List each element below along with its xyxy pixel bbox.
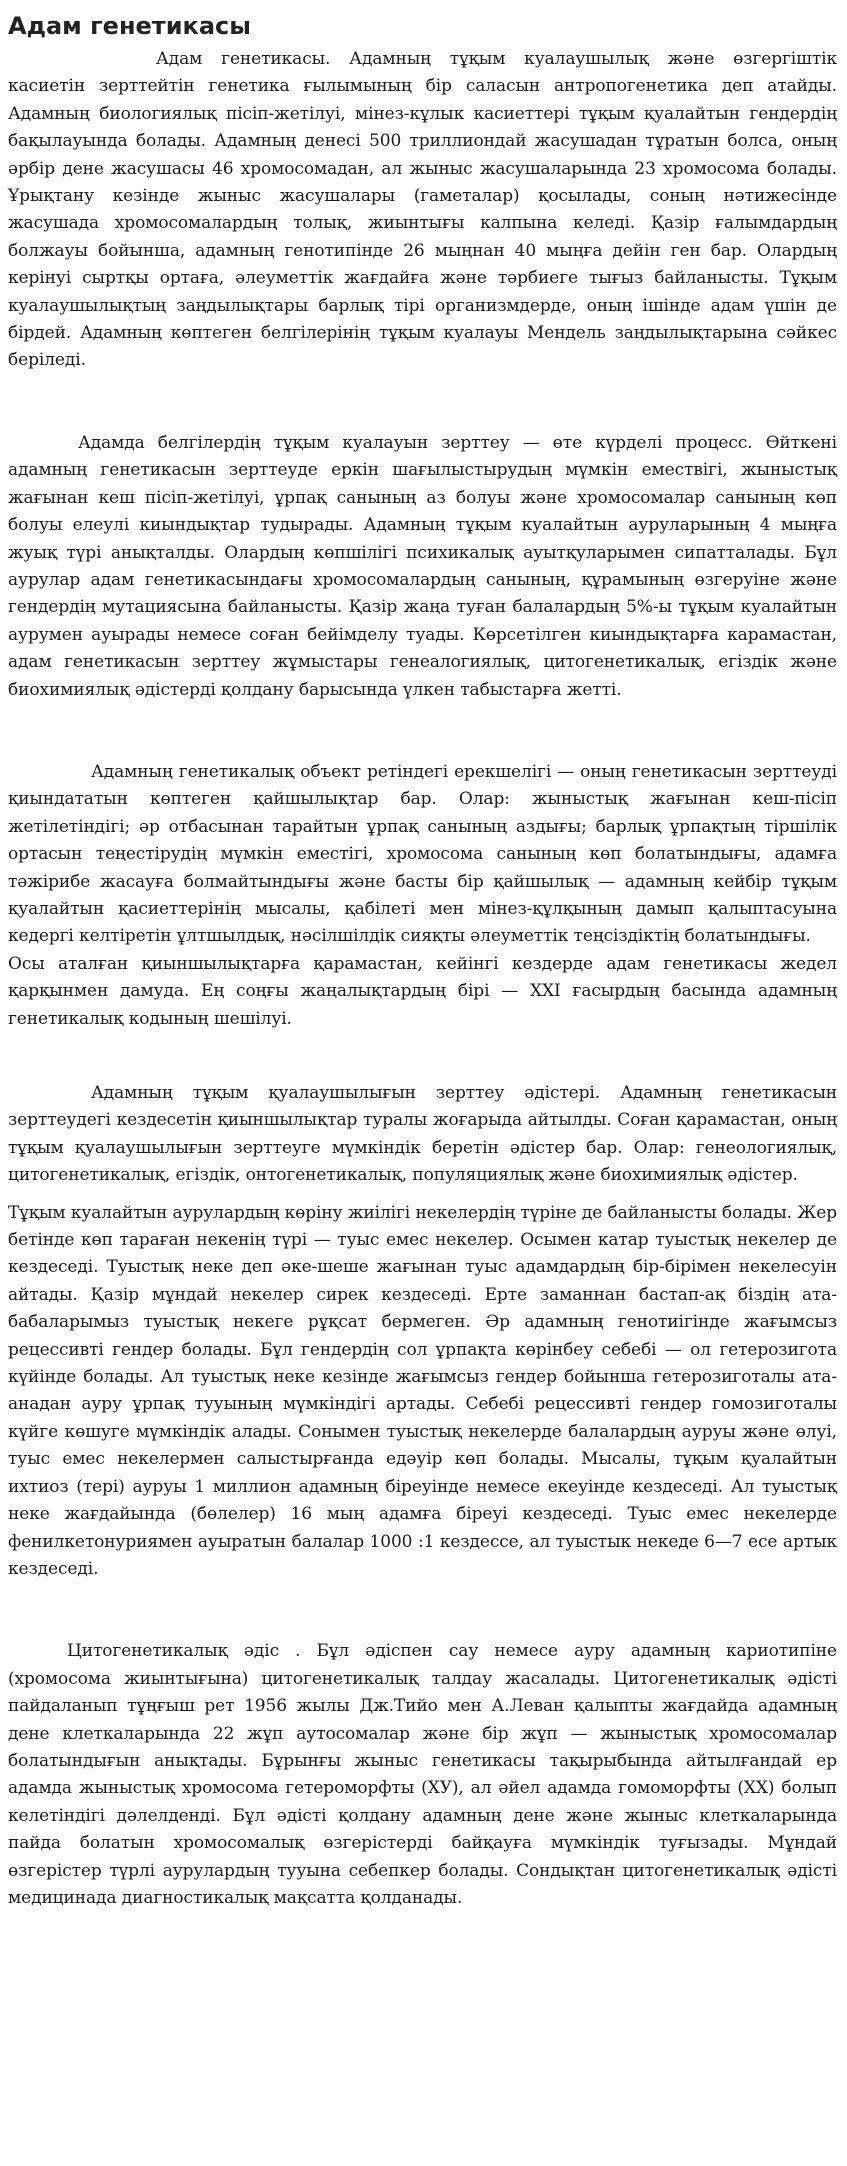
paragraph-research-difficulty: Адамда белгілердің тұқым куалауын зерттеу — өте күрделі процесс. Өйткені адамның генетикасын зерттеуде еркін шағылыстырудың мүмкін емествігі, жыныстық жағынан кеш пісіп-жетілуі, ұрпақ санының аз болуы және хромосомалар санының көп болуы елеулі киындықтар тудырады. Адамның тұқым куалайтын ауруларының 4 мыңға жуық түрі анықталды. Олардың көпшілігі психикалық ауытқуларымен сипатталады. Бұл аурулар адам генетикасындағы хромосомалардың санының, құрамының өзгеруіне және гендердің мутациясына байланысты. Қазір жаңа туған балалардың 5%-ы тұқым куалайтын аурумен ауырады немесе соған бейімделу туады. Көрсетілген киындықтарға карамастан, адам генетикасын зерттеу жұмыстары генеалогиялық, цитогенетикалық, егіздік және биохимиялық әдістерді қолдану барысында үлкен табыстарға жетті. [8,432,837,700]
paragraph-recent-progress: Осы аталған қиыншылықтарға қарамастан, кейінгі кездерде адам генетикасы жедел қарқынмен дамуда. Ең соңғы жаңалықтардың бірі — XXI ғасырдың басында адамның генетикалық кодының шешілуі. [8,953,837,1029]
article-title: Адам генетикасы [8,12,251,40]
paragraph-genetic-object: Адамның генетикалық объект ретіндегі ерекшелігі — оның генетикасын зерттеуді қиындататын көптеген қайшылықтар бар. Олар: жыныстық жағынан кеш-пісіп жетілетіндігі; әр отбасынан тарайтын ұрпақ санының аздығы; барлық ұрпақтың тіршілік ортасын теңестірудің мүмкін еместігі, хромосома санының көп болатындығы, адамға тәжірибе жасауға болмайтындығы және басты бір қайшылық — адамның кейбір тұқым қуалайтын қасиеттерінің мысалы, қабілеті мен мінез-құлқының дамып қалыптасуына кедергі келтіретін ұлтшылдық, нәсілшілдік сияқты әлеуметтік теңсіздіктің болатындығы. [8,761,837,947]
paragraph-intro: Адам генетикасы. Адамның тұқым куалаушылық және өзгергіштік касиетін зерттейтін генетика ғылымының бір саласын антропогенетика деп атайды. Адамның биологиялық пісіп-жетілуі, мінез-кұлык касиеттері тұқым қуалайтын гендердің бақылауында болады. Адамның денесі 500 триллиондай жасушадан тұратын болса, оның әрбір дене жасушасы 46 хромосомадан, ал жыныс жасушаларында 23 хромосома болады. Ұрықтану кезінде жыныс жасушалары (гаметалар) қосылады, соның нәтижесінде жасушада хромосомалардың толық, жиынтығы калпына келеді. Қазір ғалымдардың болжауы бойынша, адамның генотипінде 26 мыңнан 40 мыңға дейін ген бар. Олардың керінуі сыртқы ортаға, әлеуметтік жағдайға және тәрбиеге тығыз байланысты. Тұқым куалаушылықтың заңдылықтары барлық тірі организмдерде, оның ішінде адам үшін де бірдей. Адамның көптеген белгілерінің тұқым куалауы Мендель заңдылықтарына сәйкес беріледі. [8,49,837,371]
paragraph-cytogenetic-method: Цитогенетикалық әдіс . Бұл әдіспен сау немесе ауру адамның кариотипіне (хромосома жиынтығына) цитогенетикалық талдау жасалады. Цитогенетикалық әдісті пайдаланып тұңғыш рет 1956 жылы Дж.Тийо мен А.Леван қалыпты жағдайда адамның дене клеткаларында 22 жұп аутосомалар және бір жұп — жыныстық хромосомалар болатындығын анықтады. Бұрынғы жыныс генетикасы тақырыбында айтылғандай ер адамда жыныстық хромосома гетероморфты (ХУ), ал әйел адамда гомоморфты (XX) болып келетіндігі дәлелденді. Бұл әдісті қолдану адамның дене және жыныс клеткаларында пайда болатын хромосомалық өзгерістерді байқауға мүмкіндік туғызады. Мұндай өзгерістер түрлі аурулардың тууына себепкер болады. Сондықтан цитогенетикалық әдісті медицинада диагностикалық мақсатта қолданады. [8,1641,837,1908]
paragraph-research-methods: Адамның тұқым қуалаушылығын зерттеу әдістері. Адамның генетикасын зерттеудегі кездесетін қиыншылықтар туралы жоғарыда айтылды. Соған қарамастан, оның тұқым қуалаушылығын зерттеуге мүмкіндік беретін әдістер бар. Олар: генеологиялық, цитогенетикалық, егіздік, онтогенетикалық, популяциялық және биохимиялық әдістер. [8,1083,837,1186]
paragraph-marriage-types: Тұқым куалайтын аурулардың көріну жиілігі некелердің түріне де байланысты болады. Жер бетінде көп тараған некенің түрі — туыс емес некелер. Осымен катар туыстық некелер де кездеседі. Туыстық неке деп әке-шеше жағынан туыс адамдардың бір-бірімен некелесуін айтады. Қазір мұндай некелер сирек кездеседі. Ерте заманнан бастап-ақ біздің ата-бабаларымыз туыстық некеге рұқсат бермеген. Әр адамның генотиігінде жағымсыз рецессивті гендер болады. Бұл гендердің сол ұрпақта көрінбеу себебі — ол гетерозигота күйінде болады. Ал туыстық неке кезінде жағымсыз гендер бойынша гетерозиготалы ата-анадан ауру ұрпақ тууының мүмкіндігі артады. Себебі рецессивті гендер гомозиготалы күйге көшуге мүмкіндік алады. Сонымен туыстық некелерде балалардың ауруы және өлуі, туыс емес некелермен салыстырғанда едәуір көп болады. Мысалы, тұқым қуалайтын ихтиоз (тері) ауруы 1 миллион адамның біреуінде немесе екеуінде кездеседі. Ал туыстық неке жағдайында (бөлелер) 16 мың адамға біреуі кездеседі. Туыс емес некелерде фенилкетонуриямен ауыратын балалар 1000 :1 кездессе, ал туыстык некеде 6—7 есе артык кездеседі. [8,1202,837,1579]
